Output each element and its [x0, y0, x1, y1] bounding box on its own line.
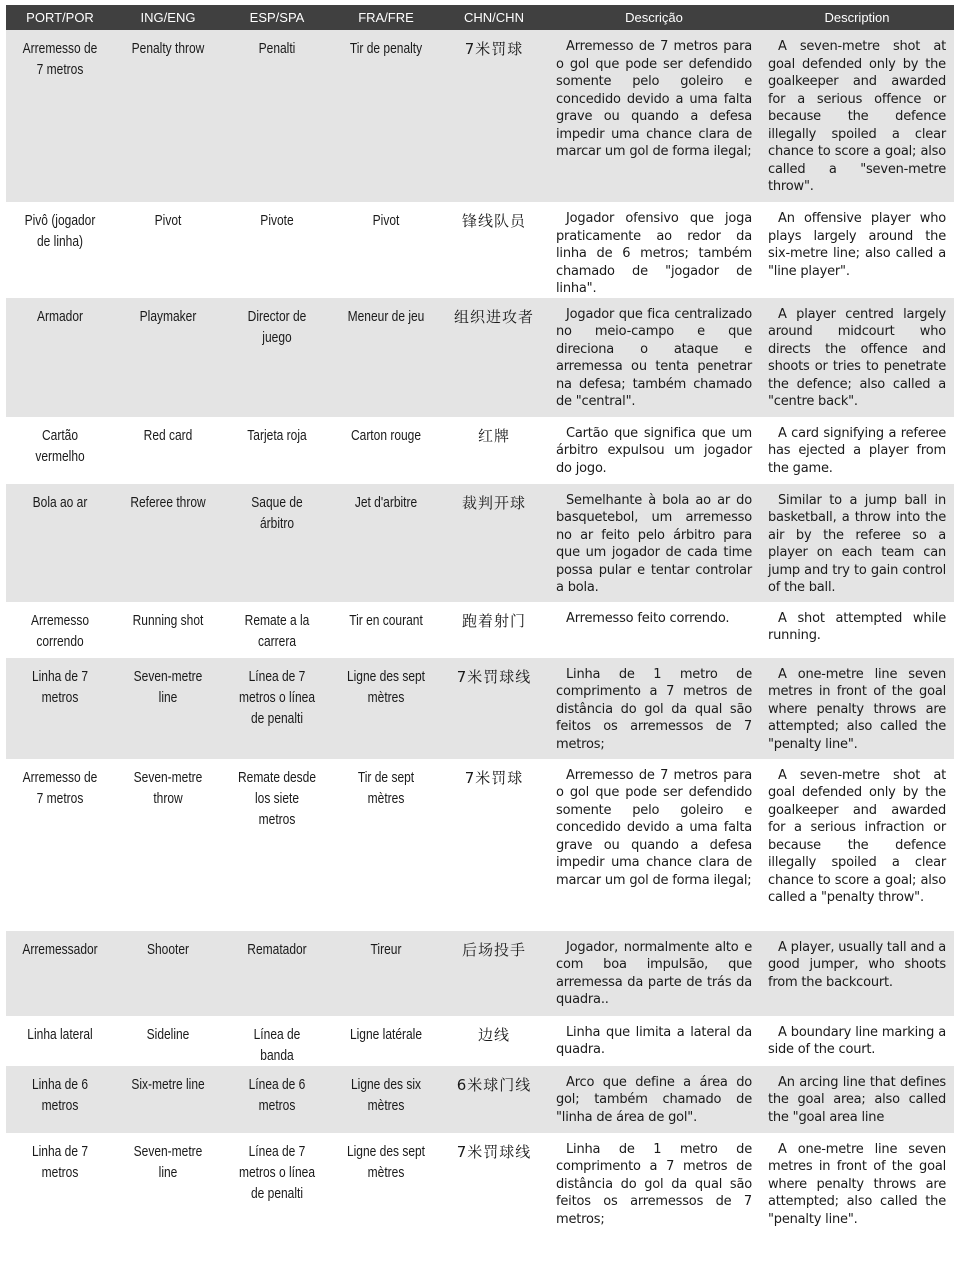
header-por: PORT/POR	[6, 5, 114, 30]
header-spa: ESP/SPA	[222, 5, 332, 30]
term-fre: Tir de sept mètres	[357, 768, 415, 807]
term-eng: Shooter	[146, 940, 190, 958]
term-chn: 7米罚球线	[456, 667, 532, 686]
desc-pt: Jogador, normalmente alto e com boa impulsão, que arremessa da parte de trás da quadra..	[556, 939, 752, 1007]
desc-pt: Arco que define a área do gol; também chamado de "linha de área de gol".	[556, 1074, 752, 1125]
table-row	[6, 30, 954, 202]
term-por: Cartão vermelho	[35, 426, 85, 465]
table-row	[6, 1133, 954, 1234]
term-eng: Seven-metre line	[133, 1142, 203, 1181]
header-eng: ING/ENG	[114, 5, 222, 30]
desc-en: A player centred largely around midcourt who directs the offence and shoots or tries to penetrate the defence; also called a "centre back".	[768, 306, 946, 409]
term-spa: Remate a la carrera	[244, 611, 310, 650]
header-description: Description	[760, 5, 954, 30]
desc-en: An arcing line that defines the goal area; also called the "goal area line	[768, 1074, 946, 1125]
header-chn: CHN/CHN	[440, 5, 548, 30]
desc-en: An offensive player who plays largely around the six-metre line; also called a "line player".	[768, 211, 946, 279]
term-por: Linha de 7 metros	[31, 1142, 89, 1181]
term-por: Bola ao ar	[32, 493, 88, 511]
term-por: Linha de 6 metros	[31, 1075, 89, 1114]
header-descricao: Descrição	[548, 5, 760, 30]
term-fre: Ligne latérale	[349, 1025, 423, 1043]
term-eng: Penalty throw	[131, 40, 205, 57]
term-fre: Tireur	[370, 940, 402, 958]
desc-pt: Linha de 1 metro de comprimento a 7 metros de distância do gol da qual são feitos os arremessos de 7 metros;	[556, 666, 752, 752]
term-chn: 7米罚球	[464, 768, 524, 787]
term-chn: 红牌	[477, 426, 510, 445]
term-por: Arremessador	[22, 940, 98, 958]
term-fre: Carton rouge	[350, 426, 422, 444]
term-spa: Tarjeta roja	[247, 426, 307, 444]
term-spa: Línea de 7 metros o línea de penalti	[238, 1142, 316, 1202]
table-row	[6, 1066, 954, 1133]
desc-en: A seven-metre shot at goal defended only by the goalkeeper and awarded for a serious offence or because the defence illegally spoiled a clear chance to score a goal; also called a "seven-metre throw".	[768, 39, 946, 194]
term-fre: Meneur de jeu	[347, 307, 425, 325]
term-fre: Pivot	[372, 212, 400, 229]
desc-en: A one-metre line seven metres in front of the goal where penalty throws are attempted; also called the "penalty line".	[768, 666, 946, 752]
term-por: Pivô (jogador de linha)	[24, 212, 96, 250]
term-eng: Referee throw	[130, 493, 206, 511]
term-spa: Director de juego	[247, 307, 307, 346]
desc-pt: Cartão que significa que um árbitro expulsou um jogador do jogo.	[556, 425, 752, 476]
table-row	[6, 759, 954, 931]
term-chn: 边线	[477, 1025, 510, 1044]
table-row	[6, 602, 954, 658]
term-eng: Running shot	[132, 611, 204, 629]
table-row	[6, 202, 954, 298]
desc-en: A shot attempted while running.	[768, 610, 946, 643]
table-row	[6, 931, 954, 1016]
term-por: Arremesso de 7 metros	[22, 40, 98, 78]
desc-pt: Jogador ofensivo que joga praticamente ao redor da linha de 6 metros; também chamado de "jogador de linha".	[556, 211, 752, 296]
term-chn: 跑着射门	[461, 611, 526, 630]
desc-en: A one-metre line seven metres in front of the goal where penalty throws are attempted; also called the "penalty line".	[768, 1141, 946, 1227]
table-row	[6, 484, 954, 602]
term-spa: Línea de 7 metros o línea de penalti	[238, 667, 316, 727]
term-chn: 7米罚球	[464, 40, 524, 58]
term-por: Arremesso de 7 metros	[22, 768, 98, 807]
desc-pt: Semelhante à bola ao ar do basquetebol, um arremesso no ar feito pelo árbitro para que um jogador de cada time possa pular e tentar controlar a bola.	[556, 492, 752, 595]
term-spa: Rematador	[247, 940, 307, 958]
term-chn: 7米罚球线	[456, 1142, 532, 1161]
desc-pt: Arremesso feito correndo.	[566, 610, 730, 626]
table-row	[6, 298, 954, 417]
term-fre: Ligne des sept mètres	[346, 1142, 426, 1181]
header-row	[6, 5, 954, 30]
term-por: Linha lateral	[27, 1025, 93, 1043]
term-fre: Jet d'arbitre	[354, 493, 418, 511]
desc-en: A card signifying a referee has ejected a player from the game.	[768, 425, 946, 476]
term-chn: 组织进攻者	[453, 307, 534, 326]
term-por: Armador	[36, 307, 84, 325]
desc-en: Similar to a jump ball in basketball, a throw into the air by the referee so a player on each team can jump and try to gain control of the ball.	[768, 492, 946, 595]
term-spa: Línea de banda	[253, 1025, 301, 1064]
desc-pt: Linha de 1 metro de comprimento a 7 metros de distância do gol da qual são feitos os arremessos de 7 metros;	[556, 1141, 752, 1227]
table-row	[6, 417, 954, 484]
term-fre: Tir de penalty	[349, 40, 423, 57]
term-chn: 后场投手	[461, 940, 526, 959]
desc-en: A boundary line marking a side of the court.	[768, 1024, 946, 1057]
term-eng: Red card	[143, 426, 193, 444]
desc-pt: Jogador que fica centralizado no meio-campo e que direciona o ataque e arremessa ou tenta penetrar na defesa; também chamado de "central".	[556, 306, 752, 409]
term-chn: 锋线队员	[461, 212, 526, 230]
term-spa: Saque de árbitro	[251, 493, 303, 532]
term-eng: Seven-metre line	[133, 667, 203, 706]
term-eng: Sideline	[146, 1025, 190, 1043]
term-eng: Seven-metre throw	[133, 768, 203, 807]
desc-pt: Arremesso de 7 metros para o gol que pode ser defendido somente pelo goleiro e concedido devido a uma falta grave ou quando a defesa impedir uma chance clara de marcar um gol de forma ilegal;	[556, 767, 752, 888]
term-fre: Tir en courant	[349, 611, 423, 629]
term-chn: 6米球门线	[456, 1075, 532, 1094]
term-fre: Ligne des sept mètres	[346, 667, 426, 706]
term-spa: Remate desde los siete metros	[237, 768, 317, 828]
glossary-table	[6, 5, 954, 1234]
desc-pt: Arremesso de 7 metros para o gol que pode ser defendido somente pelo goleiro e concedido devido a uma falta grave ou quando a defesa impedir uma chance clara de marcar um gol de forma ilegal;	[556, 39, 752, 159]
term-spa: Línea de 6 metros	[248, 1075, 306, 1114]
term-eng: Pivot	[154, 212, 182, 229]
term-eng: Playmaker	[139, 307, 197, 325]
term-fre: Ligne des six mètres	[350, 1075, 422, 1114]
desc-pt: Linha que limita a lateral da quadra.	[556, 1024, 752, 1057]
term-por: Linha de 7 metros	[31, 667, 89, 706]
desc-en: A seven-metre shot at goal defended only by the goalkeeper and awarded for a serious infraction or because the defence illegally spoiled a clear chance to score a goal; also called a "penalty throw".	[768, 767, 946, 905]
table-row	[6, 1016, 954, 1066]
term-chn: 裁判开球	[461, 493, 526, 512]
header-fre: FRA/FRE	[332, 5, 440, 30]
table-row	[6, 658, 954, 759]
term-eng: Six-metre line	[131, 1075, 205, 1093]
term-por: Arremesso correndo	[30, 611, 90, 650]
term-spa: Pivote	[260, 212, 294, 229]
term-spa: Penalti	[258, 40, 296, 57]
desc-en: A player, usually tall and a good jumper, who shoots from the backcourt.	[768, 939, 946, 990]
